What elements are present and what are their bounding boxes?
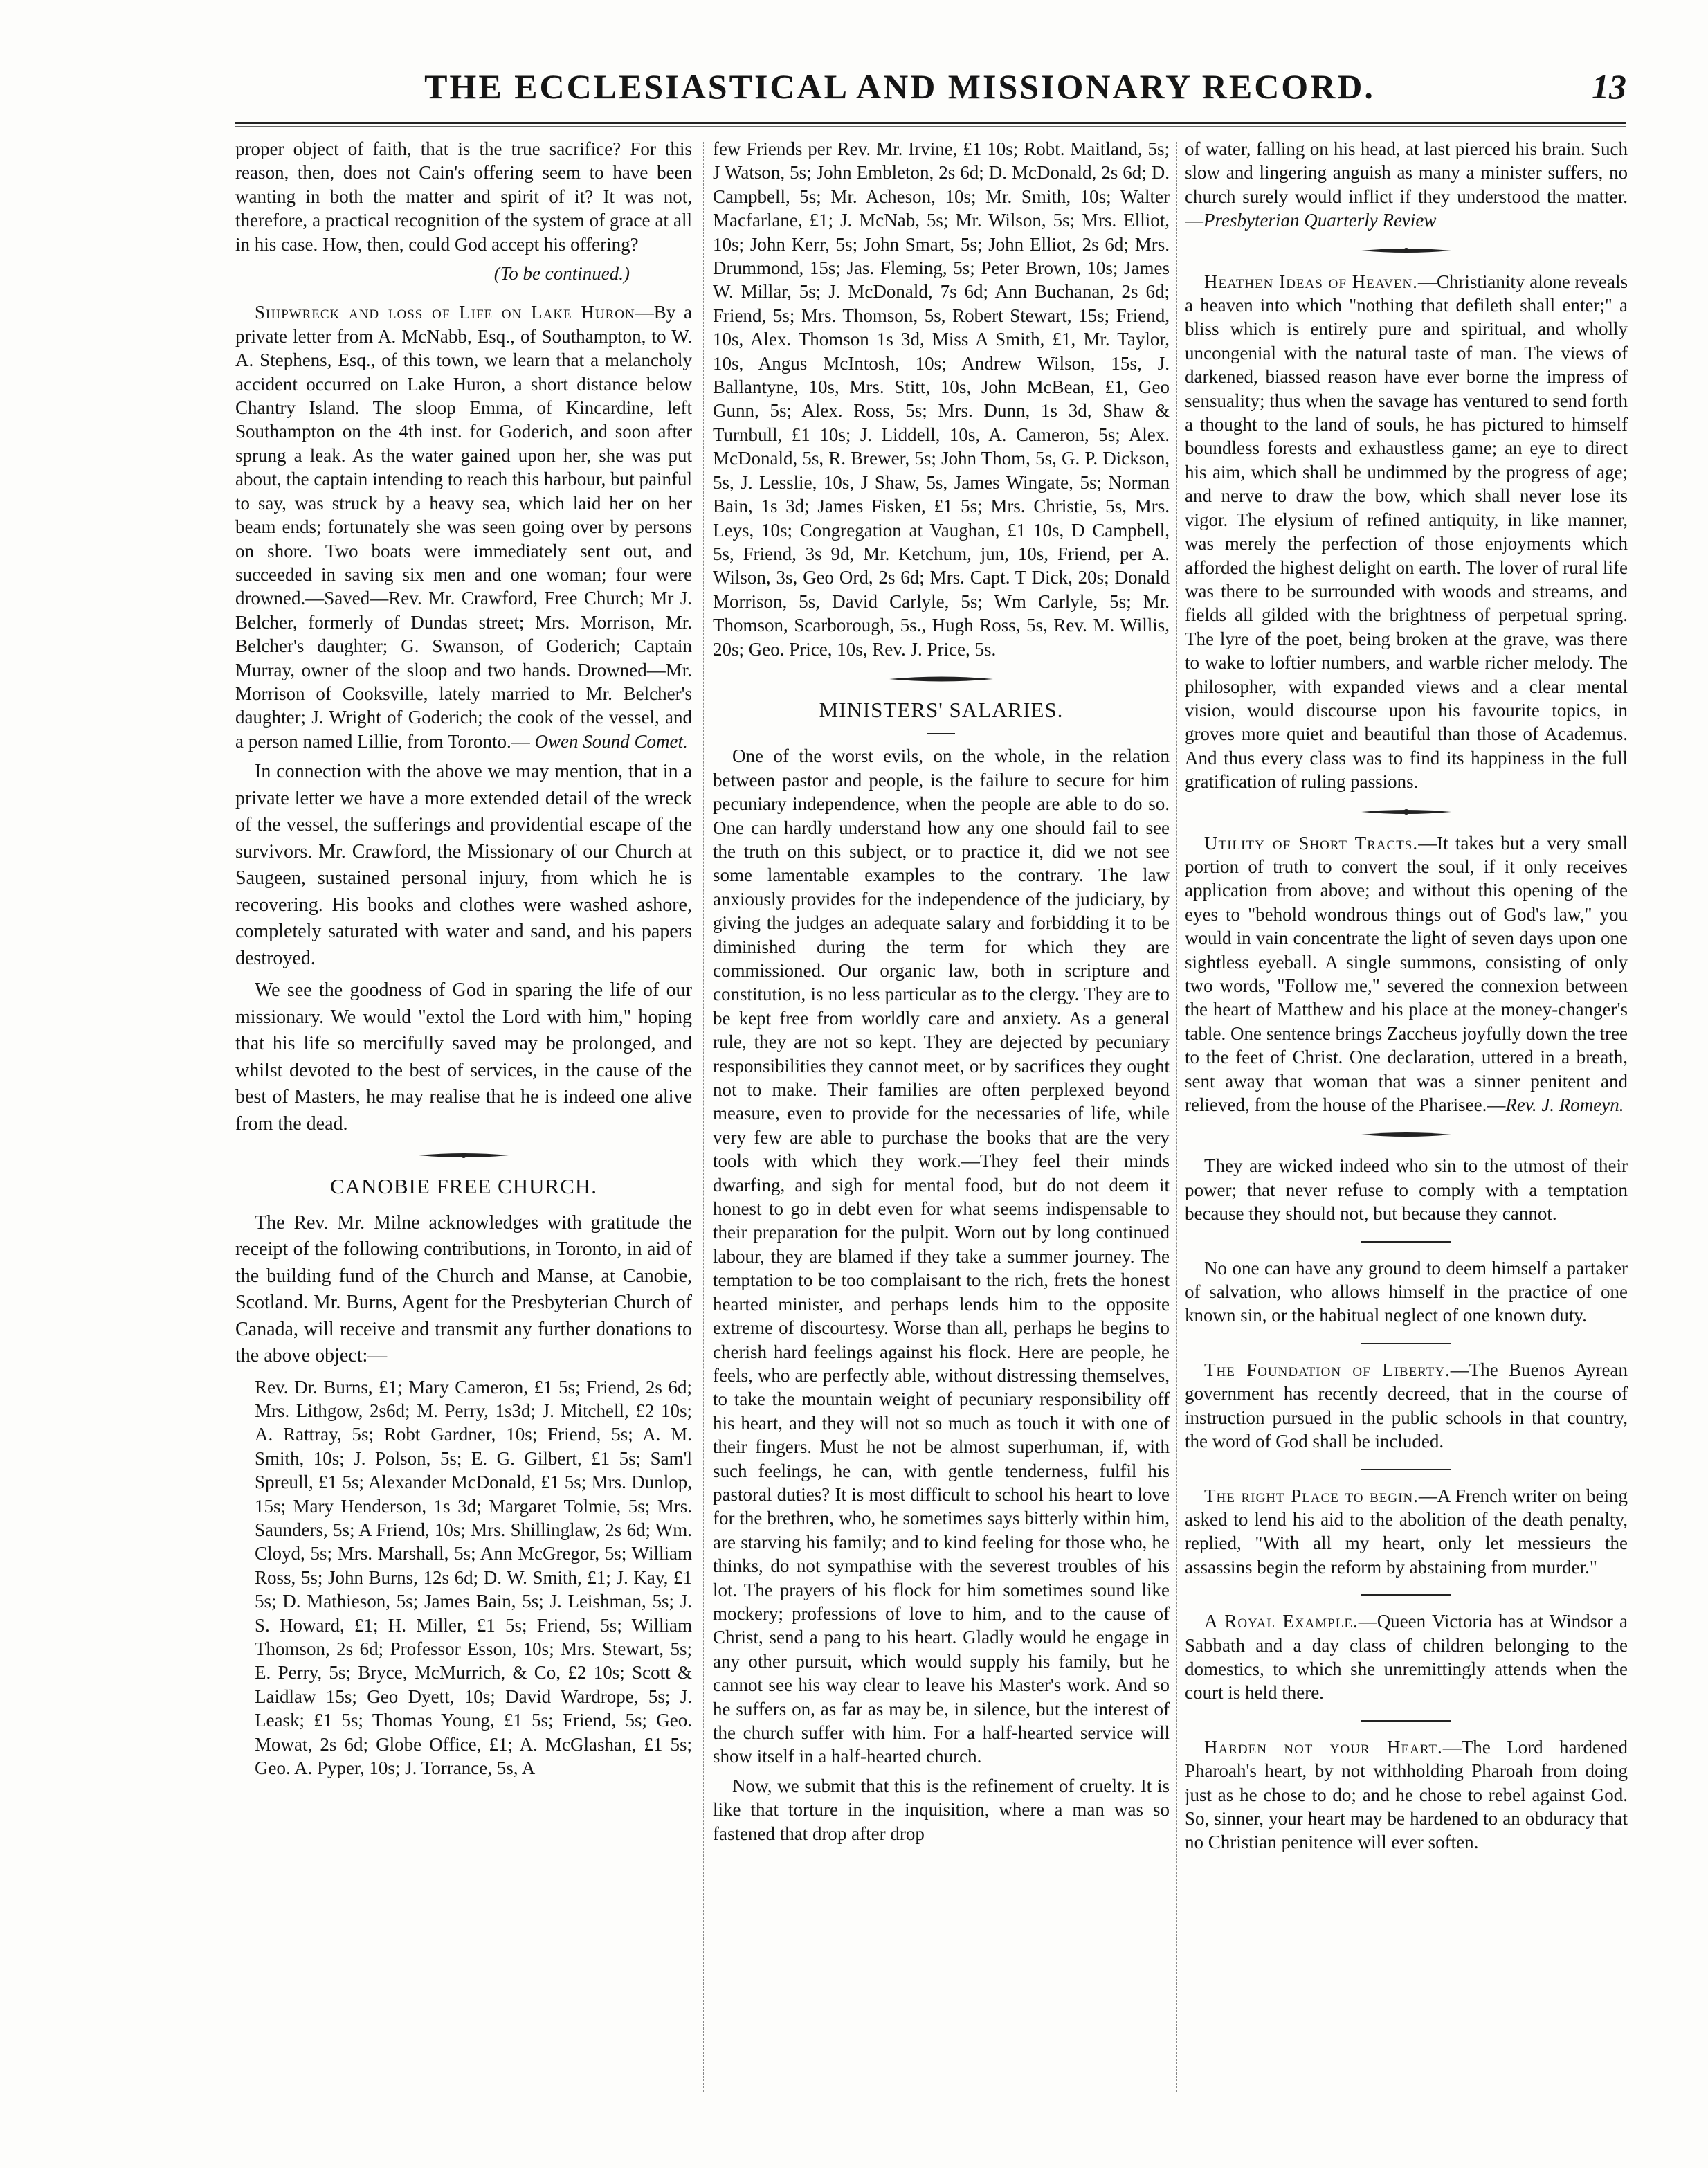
canobie-heading: CANOBIE FREE CHURCH. [329,1174,597,1199]
goodness-paragraph: We see the goodness of God in sparing the life of our missionary. We would "extol the Lord with him," hoping that his life so mercifully saved may be prolonged, and whilst devoted to the best of services, in the cause of the best of Masters, he may realise that he is indeed one alive from the dead. [235,979,692,1135]
tracts-body: —It takes but a very small portion of truth to convert the soul, if it only receives application from above; and without this opening of the eyes to "behold wondrous things out of God's law," you would in vain concentrate the light of seven days upon one sightless eyeball. A single summons, consisting of only two words, "Follow me," severed the connexion between the heart of Matthew and his place at the money-changer's table. One sentence brings Zaccheus joyfully down the tree to the feet of Christ. One declaration, uttered in a breath, sent away that woman that was a sinner penitent and relieved, from the house of the Pharisee.— [1185,832,1628,1116]
section-ornament [235,1150,692,1161]
liberty-body: —The Buenos Ayrean government has recently decreed, that in the course of instruction pursued in the public schools in that country, the word of God shall be included. [1185,1359,1628,1452]
canobie-intro: The Rev. Mr. Milne acknowledges with gratitude the receipt of the following contributions, in Toronto, in aid of the building fund of the Church and Manse, at Canobie, Scotland. Mr. Burns, Agent for the Presbyterian Church of Canada, will receive and transmit any further donations to the above object:— [235,1211,692,1367]
royal-article [1185,1609,1628,1705]
salaries-body: One of the worst evils, on the whole, in the relation between pastor and people, is the failure to secure for him pecuniary independence, when the people are able to do so. One can hardly understand how any one should fail to see the truth on this subject, or to practice it, did we not see some lamentable examples to the contrary. The law anxiously provides for the independence of the judiciary, by giving the judges an adequate salary and forbidding it to be diminished during the term for which they are commissioned. Our organic law, both in scripture and constitution, is no less particular as to the clergy. They are to be kept free from worldly care and anxiety. As a general rule, they are not so kept. They are dejected by pecuniary responsibilities they cannot meet, or by sacrifices they ought not to make. Their families are often perplexed beyond measure, even to provide for the necessaries of life, while very few are able to purchase the books that are the very tools with which they work.—They feel their minds dwarfing, and sigh for mental food, but do not deem it honest to go in debt even for what seems indispensable to their preparation for the pulpit. Worn out by long continued labour, they are blamed if they take a summer journey. The temptation to be too complaisant to the rich, frets the honest hearted minister, and perhaps lends him to the opposite extreme of discourtesy. Worse than all, perhaps he begins to cherish hard feelings against his flock. Here are people, he feels, who are perfectly able, without distressing themselves, to take the mountain weight of pecuniary responsibility off his heart, and they will not so much as touch it with one of their fingers. Must he not be almost superhuman, if, with such feelings, he can, with gentle tenderness, fulfil his pastoral duties? It is most difficult to school his heart to love for the brethren, who, he sometimes says bitterly within him, are starving his family; and to kind feeling for those who, he thinks, do not sympathise with the severest troubles of his lot. The prayers of his flock for him sometimes sound like mockery; professions of love to him, and to the cause of Christ, send a pang to his heart. Gladly would he engage in any other pursuit, which would supply his family, but he cannot see his way clear to leave his Master's work. And so he suffers on, as far as may be, in silence, but the interest of the church suffer with him. For a half-hearted service will show itself in a half-hearted church. [713,746,1170,1767]
tracts-heading: Utility of Short Tracts. [1204,832,1419,853]
section-ornament [1185,806,1628,817]
heading-rule [927,733,955,734]
salaries-ending [1185,137,1628,233]
harden-heading: Harden not your Heart. [1204,1736,1443,1758]
salaries-ending-text: of water, falling on his head, at last pierced his brain. Such slow and lingering anguish as many a minister suffers, no church surely would inflict if they understood the matter.— [1185,138,1628,231]
section-rule [1361,1343,1451,1344]
tracts-article [1185,831,1628,1117]
shipwreck-source: Owen Sound Comet. [534,730,688,752]
royal-body: —Queen Victoria has at Windsor a Sabbath and a day class of children belonging to the domestics, to which she unremittingly attends when the court is held there. [1185,1611,1628,1704]
donation-list: Rev. Dr. Burns, £1; Mary Cameron, £1 5s; Friend, 2s 6d; Mrs. Lithgow, 2s6d; M. Perry, 1s3d; J. Mitchell, £2 10s; A. Rattray, 5s; Robt Gardner, 10s; Friend, 5s; A. M. Smith, 10s; J. Polson, 5s; E. G. Gilbert, £1 5s; Sam'l Spreull, £1 5s; Alexander McDonald, £1 5s; Mrs. Dunlop, 15s; Mary Henderson, 1s 3d; Margaret Tolmie, 5s; Mrs. Saunders, 5s; A Friend, 10s; Mrs. Shillinglaw, 2s 6d; Wm. Cloyd, 5s; Mrs. Marshall, 5s; Ann McGregor, 5s; William Ross, 5s; John Burns, 12s 6d; D. W. Smith, £1; J. Kay, £1 5s; D. Mathieson, 5s; James Bain, 5s; J. Leishman, 5s; J. S. Howard, £1; H. Miller, £1 5s; Friend, 5s; William Thomson, 2s 6d; Professor Esson, 10s; Mrs. Stewart, 5s; E. Perry, 5s; Bryce, McMurrich, & Co, £2 10s; Scott & Laidlaw 15s; Geo Dyett, 10s; David Wardrope, 5s; J. Leask; £1 5s; Thomas Young, £1 5s; Friend, 5s; Geo. Mowat, 2s 6d; Globe Office, £1; A. McGlashan, £1 5s; Geo. A. Pyper, 10s; J. Torrance, 5s, A [255,1376,692,1779]
column-middle [713,137,1170,2126]
salaries-source: Presbyterian Quarterly Review [1203,210,1437,231]
column-left [235,137,692,2126]
shipwreck-body: —By a private letter from A. McNabb, Esq., of Southampton, to W. A. Stephens, Esq., of this town, we learn that a melancholy accident occurred on Lake Huron, a short distance below Chantry Island. The sloop Emma, of Kincardine, left Southampton on the 4th inst. for Goderich, and soon after sprung a leak. As the water gained upon her, she was put about, the captain intending to reach this harbour, but painful to say, was struck by a heavy sea, which laid her on her beam ends; fortunately she was seen going over by persons on shore. Two boats were immediately sent out, and succeeded in saving six men and one woman; four were drowned.—Saved—Rev. Mr. Crawford, Free Church; Mr J. Belcher, formerly of Dundas street; Mrs. Morrison, Mr. Belcher's daughter; G. Swanson, of Goderich; Captain Murray, owner of the sloop and two hands. Drowned—Mr. Morrison of Cooksville, lately married to Mr. Belcher's daughter; J. Wright of Goderich; the cook of the vessel, and a person named Lillie, from Toronto.— [235,302,692,752]
column-right [1185,137,1628,2126]
donation-list-continued: few Friends per Rev. Mr. Irvine, £1 10s; Robt. Maitland, 5s; J Watson, 5s; John Embleton, 2s 6d; D. McDonald, 2s 6d; D. Campbell, 5s; Mr. Acheson, 10s; Mr. Smith, 10s; Walter Macfarlane, £1; J. McNab, 5s; Mr. Wilson, 5s; Mrs. Elliot, 10s; John Kerr, 5s; John Smart, 5s; John Elliot, 2s 6d; Mrs. Drummond, 15s; Jas. Fleming, 5s; Peter Brown, 10s; James W. Millar, 5s; J. McDonald, 7s 6d; Ann Buchanan, 2s 6d; Friend, 5s; Mrs. Thomson, 5s, Robert Stewart, 15s; Friend, 10s, Alex. Thomson 1s 3d, Miss A Smith, £1, Mr. Taylor, 10s, Angus McIntosh, 10s; Andrew Wilson, 15s, J. Ballantyne, 10s, Mrs. Stitt, 10s, John McBean, £1, Geo Gunn, 5s; Alex. Ross, 5s; Mrs. Dunn, 1s 3d, Shaw & Turnbull, £1 10s; J. Liddell, 10s, A. Cameron, 5s; Alex. McDonald, 5s, R. Brewer, 5s; John Thom, 5s, G. P. Dickson, 5s, J. Lesslie, 10s, J Shaw, 5s, James Wingate, 5s; Norman Bain, 1s 3d; James Fisken, £1 5s; Mrs. Christie, 5s, Mrs. Leys, 10s; Congregation at Vaughan, £1 10s, D Campbell, 5s, Friend, 3s 9d, Mr. Ketchum, jun, 10s, Friend, per A. Wilson, 3s, Geo Ord, 2s 6d; Mrs. Capt. T Dick, 20s; Donald Morrison, 5s, David Carlyle, 5s; Wm Carlyle, 5s; Mr. Thomson, Scarborough, 5s., Hugh Ross, 5s, Rev. M. Willis, 20s; Geo. Price, 10s, Rev. J. Price, 5s. [713,138,1170,660]
page-number: 13 [1592,67,1626,106]
salaries-body-continued: Now, we submit that this is the refinement of cruelty. It is like that torture in the inquisition, where a man was so fastened that drop after drop [713,1775,1170,1844]
article-continuation: proper object of faith, that is the true sacrifice? For this reason, then, does not Cain's offering seem to have been wanting in both the matter and spirit of it? It was not, therefore, a practical recognition of the system of grace at all in his case. How, then, could God accept his offering? [235,138,692,255]
salaries-heading: MINISTERS' SALARIES. [819,697,1064,722]
liberty-article [1185,1358,1628,1454]
section-rule [1361,1469,1451,1470]
connection-paragraph: In connection with the above we may mention, that in a private letter we have a more extended detail of the wreck of the vessel, the sufferings and providential escape of the survivors. Mr. Crawford, the Missionary of our Church at Saugeen, sustained personal injury, from which he is recovering. His books and clothes were washed ashore, completely saturated with water and sand, and his papers destroyed. [235,761,692,969]
royal-heading: A Royal Example. [1204,1611,1359,1632]
salvation-paragraph: No one can have any ground to deem himself a partaker of salvation, who allows himself in the practice of one known sin, or the habitual neglect of one known duty. [1185,1257,1628,1326]
shipwreck-article [235,300,692,753]
wicked-paragraph: They are wicked indeed who sin to the utmost of their power; that never refuse to comply with a temptation because they should not, but because they cannot. [1185,1155,1628,1225]
section-rule [1361,1594,1451,1596]
harden-body: —The Lord hardened Pharoah's heart, by not withholding Pharoah from doing just as he chose to do; and he chose to rebel against God. So, sinner, your heart may be hardened to an obduracy that no Christian penitence will ever soften. [1185,1736,1628,1853]
section-ornament [1185,1129,1628,1140]
right-place-body: —A French writer on being asked to lend his aid to the abolition of the death penalty, replied, "With all my heart, only let messieurs the assassins begin the reform by abstaining from murder." [1185,1485,1628,1578]
harden-article [1185,1735,1628,1854]
header-rule [235,122,1626,127]
continued-notice: (To be continued.) [493,263,630,284]
section-ornament [1185,245,1628,256]
liberty-heading: The Foundation of Liberty. [1204,1359,1451,1380]
column-divider [1176,142,1177,2092]
page-header [228,66,1626,115]
column-divider [703,142,704,2092]
heathen-heading: Heathen Ideas of Heaven. [1204,271,1418,292]
section-ornament [713,674,1170,685]
tracts-source: Rev. J. Romeyn. [1505,1094,1624,1116]
shipwreck-heading: Shipwreck and loss of Life on Lake Huron [255,302,635,323]
section-rule [1361,1241,1451,1243]
masthead-title: THE ECCLESIASTICAL AND MISSIONARY RECORD. [424,67,1375,106]
right-place-heading: The right Place to begin. [1204,1485,1419,1506]
right-place-article [1185,1484,1628,1580]
heathen-article [1185,270,1628,794]
heathen-body: —Christianity alone reveals a heaven into which "nothing that defileth shall enter;" a bliss which is entirely pure and spiritual, and wholly uncongenial with the natural taste of man. The views of darkened, biassed reason have ever borne the impress of sensuality; thus when the savage has ventured to send forth a thought to the land of souls, he has pictured to himself boundless forests and exhaustless game; an eye to direct his aim, which shall be undimmed by the progress of age; and nerve to draw the bow, which shall never lose its vigor. The elysium of refined antiquity, in like manner, was merely the perfection of those enjoyments which afforded the highest delight on earth. The lover of rural life was there to be surrounded with woods and streams, and fields all gilded with the brightness of perpetual spring. The lyre of the poet, being broken at the grave, was there to wake to loftier numbers, and warble richer melody. The philosopher, with expanded views and a clear mental vision, would discourse upon his favourite topics, in groves more quiet and beautiful than those of Academus. And thus every class was to find its happiness in the full gratification of ruling passions. [1185,271,1628,793]
section-rule [1361,1720,1451,1722]
